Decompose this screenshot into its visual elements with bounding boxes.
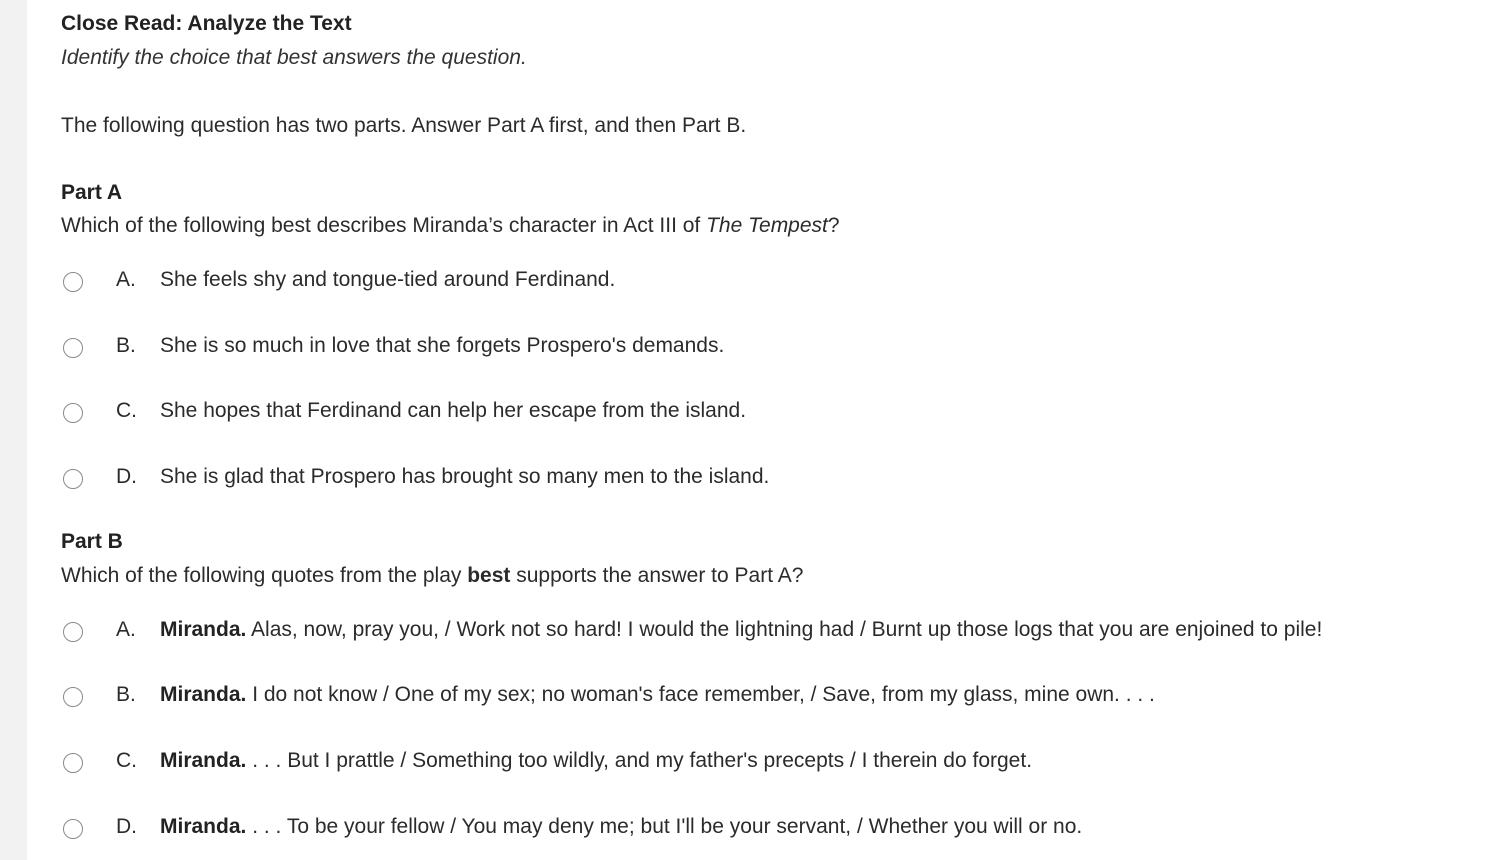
choice-letter: C.: [116, 749, 137, 772]
choice-text: She is glad that Prospero has brought so many men to the island.: [160, 465, 770, 488]
page-title: Close Read: Analyze the Text: [61, 12, 352, 35]
part-a-choice-d[interactable]: [61, 464, 1501, 496]
part-b-heading: Part B: [61, 530, 123, 553]
choice-letter: A.: [116, 618, 136, 641]
part-a-question-suffix: ?: [827, 214, 840, 237]
part-a-question-prefix: Which of the following best describes Miranda’s character in Act III of: [61, 214, 707, 237]
part-a-choice-c[interactable]: [61, 398, 1501, 430]
radio-button[interactable]: [63, 687, 83, 707]
instruction-text: Identify the choice that best answers the question.: [61, 46, 527, 69]
part-b-choice-c[interactable]: [61, 748, 1501, 780]
part-b-question: [61, 564, 803, 588]
choice-letter: C.: [116, 399, 137, 422]
choice-letter: A.: [116, 268, 136, 291]
radio-button[interactable]: [63, 753, 83, 773]
part-b-question-suffix: supports the answer to Part A?: [510, 564, 804, 587]
part-b-choice-a[interactable]: [61, 617, 1501, 649]
choice-text: She is so much in love that she forgets Prospero's demands.: [160, 334, 725, 357]
radio-button[interactable]: [63, 272, 83, 292]
speaker-name: Miranda.: [160, 815, 247, 838]
radio-button[interactable]: [63, 622, 83, 642]
part-b-choice-d[interactable]: [61, 814, 1501, 846]
quote-text: . . . To be your fellow / You may deny me; but I'll be your servant, / Whether you will or no.: [246, 815, 1083, 838]
radio-button[interactable]: [63, 403, 83, 423]
choice-letter: B.: [116, 683, 136, 706]
choice-letter: D.: [116, 465, 137, 488]
part-a-choice-b[interactable]: [61, 333, 1501, 365]
part-b-question-bold: best: [467, 564, 511, 587]
intro-text: The following question has two parts. Answer Part A first, and then Part B.: [61, 114, 747, 137]
choice-text: She hopes that Ferdinand can help her escape from the island.: [160, 399, 747, 422]
choice-text: [160, 814, 1082, 840]
radio-button[interactable]: [63, 819, 83, 839]
part-a-heading: Part A: [61, 181, 123, 204]
radio-button[interactable]: [63, 338, 83, 358]
part-b-choice-b[interactable]: [61, 682, 1501, 714]
choice-text: She feels shy and tongue-tied around Ferdinand.: [160, 268, 616, 291]
quote-text: Alas, now, pray you, / Work not so hard! I would the lightning had / Burnt up those logs that you are enjoined to pile!: [246, 618, 1323, 641]
part-a-question: [61, 214, 840, 238]
radio-button[interactable]: [63, 469, 83, 489]
choice-text: [160, 748, 1032, 774]
speaker-name: Miranda.: [160, 749, 247, 772]
choice-letter: B.: [116, 334, 136, 357]
part-b-question-prefix: Which of the following quotes from the play: [61, 564, 468, 587]
quote-text: I do not know / One of my sex; no woman's face remember, / Save, from my glass, mine own. . . .: [246, 683, 1155, 706]
choice-text: [160, 617, 1322, 643]
left-rail: [0, 0, 27, 860]
quote-text: . . . But I prattle / Something too wildly, and my father's precepts / I therein do forget.: [246, 749, 1033, 772]
part-a-choice-a[interactable]: [61, 267, 1501, 299]
choice-text: [160, 682, 1155, 708]
speaker-name: Miranda.: [160, 683, 247, 706]
part-a-question-title: The Tempest: [706, 214, 828, 237]
choice-letter: D.: [116, 815, 137, 838]
speaker-name: Miranda.: [160, 618, 247, 641]
